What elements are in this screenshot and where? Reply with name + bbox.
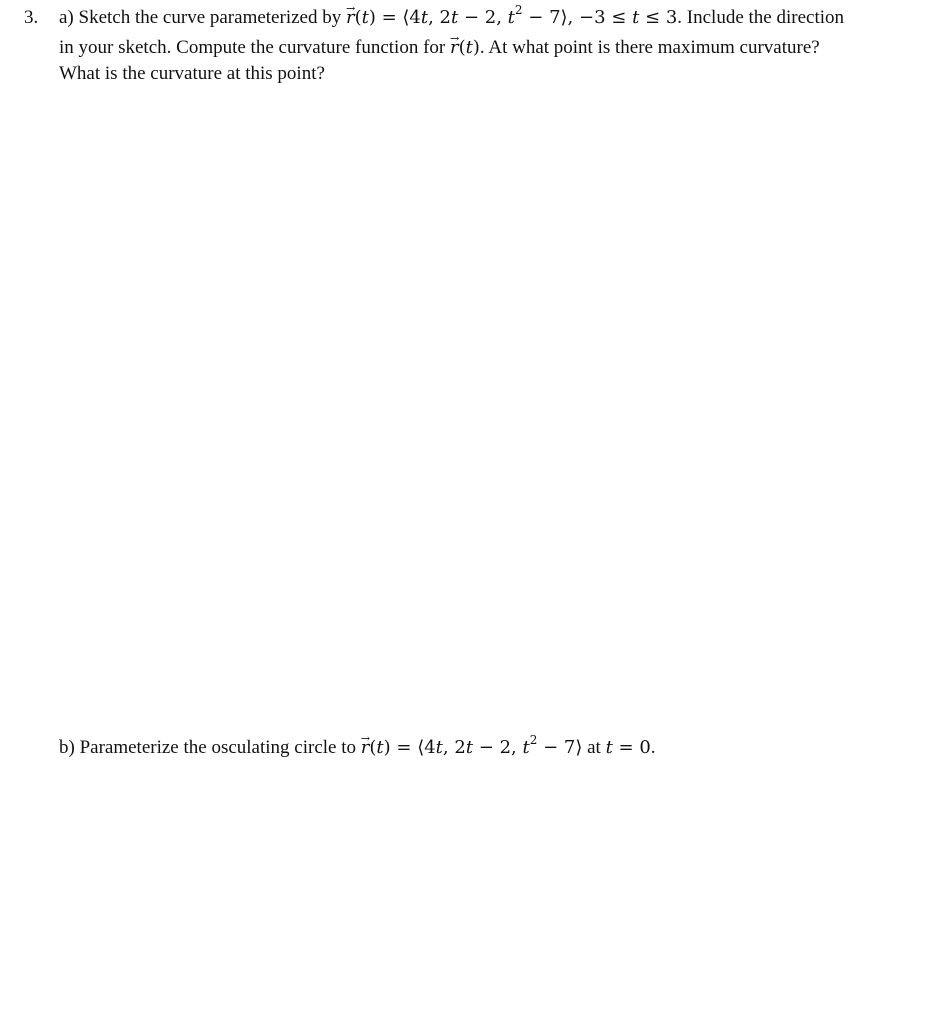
part-b-text-end: . <box>650 737 656 758</box>
vector-arrow: → r <box>346 6 355 30</box>
part-a-math-1: → r(t) = ⟨4t, 2t − 2, $t^2$ − 7⟩, −3 ≤ t ≤ 3 <box>346 7 677 28</box>
part-b-line <box>59 733 656 760</box>
vector-arrow: → r <box>450 36 459 60</box>
part-a-text-1b: . Include the direction <box>677 7 844 28</box>
part-b-math-func: → r(t) = ⟨4t, 2t − 2, $t^2$ − 7⟩ <box>361 737 583 758</box>
part-a-text-1: a) Sketch the curve parameterized by <box>59 7 346 28</box>
vector-arrow: → r <box>361 736 370 760</box>
part-b-text-1: b) Parameterize the osculating circle to <box>59 737 361 758</box>
part-b-text-mid: at <box>582 737 606 758</box>
part-a-line-3: What is the curvature at this point? <box>59 63 325 84</box>
part-a-text-2b: . At what point is there maximum curvature? <box>479 37 820 58</box>
question-number: 3. <box>24 7 39 28</box>
part-a-line-2 <box>59 36 820 60</box>
part-a-math-2: → r(t) <box>450 37 480 58</box>
part-a-text-2: in your sketch. Compute the curvature function for <box>59 37 450 58</box>
part-b-math-point: t = 0 <box>605 737 651 758</box>
